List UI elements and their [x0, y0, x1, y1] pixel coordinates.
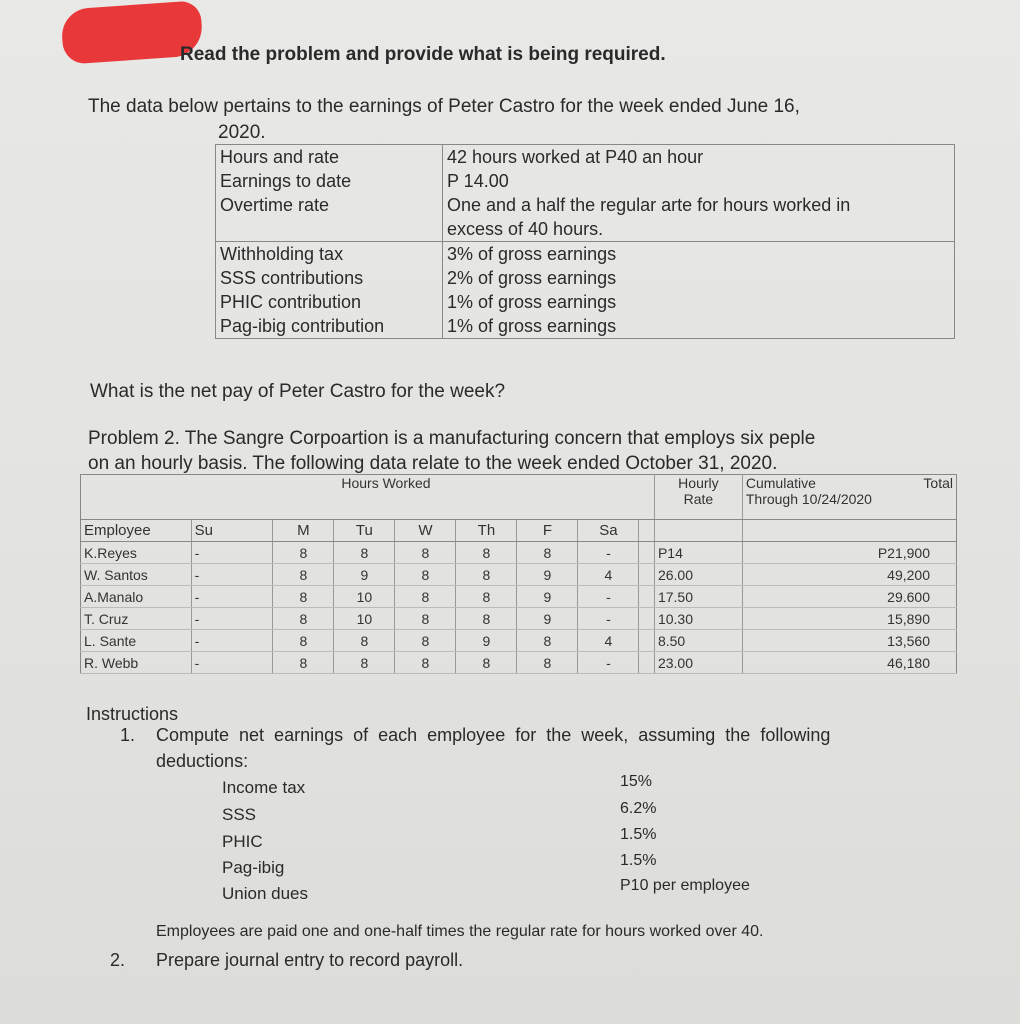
cell-th: 8: [456, 586, 517, 608]
col-rate: [654, 520, 742, 542]
cell-f: 9: [517, 586, 578, 608]
cell-w: 8: [395, 652, 456, 674]
cell-sa: 4: [578, 564, 639, 586]
cell-rate: 10.30: [654, 608, 742, 630]
row-value: 42 hours worked at P40 an hour: [447, 147, 704, 167]
problem1-data-table: [215, 144, 955, 339]
cell-spacer: [639, 586, 655, 608]
deduction-label: Pag-ibig: [222, 858, 285, 877]
cell-w: 8: [395, 564, 456, 586]
problem2-intro-line1: Problem 2. The Sangre Corpoartion is a manufacturing concern that employs six peple: [88, 428, 816, 449]
row-value-line1: One and a half the regular arte for hours worked in: [447, 195, 851, 215]
instruction-2-text: Prepare journal entry to record payroll.: [156, 950, 464, 970]
cell-spacer: [639, 608, 655, 630]
cell-spacer: [639, 630, 655, 652]
table-row: [216, 193, 955, 242]
cell-sa: 4: [578, 630, 639, 652]
problem1-intro-line1: The data below pertains to the earnings of Peter Castro for the week ended June 16,: [88, 96, 800, 117]
deduction-label: Income tax: [222, 778, 306, 797]
cell-tu: 8: [334, 542, 395, 564]
cell-tu: 8: [334, 630, 395, 652]
cell-sa: -: [578, 586, 639, 608]
cell-tu: 8: [334, 652, 395, 674]
cell-tu: 10: [334, 586, 395, 608]
table-row: [216, 290, 955, 314]
cell-tu: 10: [334, 608, 395, 630]
col-spacer: [639, 520, 655, 542]
table-row: [216, 145, 955, 170]
table-column-row: [81, 520, 957, 542]
deduction-label: SSS: [222, 805, 257, 824]
hourly-header-word: Hourly: [678, 475, 719, 491]
cell-w: 8: [395, 586, 456, 608]
cell-spacer: [639, 652, 655, 674]
cell-spacer: [639, 564, 655, 586]
cumulative-header-word: Cumulative: [745, 475, 816, 491]
table-row: [81, 608, 957, 630]
cell-w: 8: [395, 542, 456, 564]
col-su: Su: [191, 520, 273, 542]
cell-m: 8: [273, 630, 334, 652]
deduction-value: 6.2%: [620, 800, 657, 817]
rate-header-word: Rate: [683, 491, 714, 507]
problem1-question: What is the net pay of Peter Castro for the week?: [90, 381, 506, 402]
cell-sa: -: [578, 608, 639, 630]
hourly-rate-header: [654, 475, 742, 520]
cell-su: -: [191, 564, 273, 586]
instruction-1-line2: deductions:: [156, 751, 249, 771]
col-tu: Tu: [334, 520, 395, 542]
cell-th: 8: [456, 564, 517, 586]
row-value: [443, 193, 955, 242]
cell-th: 9: [456, 630, 517, 652]
row-label: Withholding tax: [216, 242, 443, 267]
problem1-intro-line2: 2020.: [218, 122, 266, 143]
overtime-note: Employees are paid one and one-half times the regular rate for hours worked over 40.: [156, 923, 764, 940]
cell-total: 46,180: [742, 652, 956, 674]
cell-rate: 26.00: [654, 564, 742, 586]
cell-m: 8: [273, 652, 334, 674]
cell-total: 29.600: [742, 586, 956, 608]
table-row: [81, 630, 957, 652]
cell-f: 9: [517, 608, 578, 630]
total-header-word: Total: [923, 475, 953, 491]
table-row: [216, 266, 955, 290]
problem2-hours-table: [80, 474, 957, 674]
table-row: [216, 314, 955, 339]
cell-total: P21,900: [742, 542, 956, 564]
cell-m: 8: [273, 564, 334, 586]
table-row: [216, 169, 955, 193]
cell-w: 8: [395, 630, 456, 652]
row-label: SSS contributions: [216, 266, 443, 290]
cell-sa: -: [578, 542, 639, 564]
row-label: Overtime rate: [216, 193, 443, 242]
col-f: F: [517, 520, 578, 542]
table-row: [81, 586, 957, 608]
table-header-row: [81, 475, 957, 520]
cell-su: -: [191, 542, 273, 564]
cell-w: 8: [395, 608, 456, 630]
row-value: 1% of gross earnings: [447, 292, 617, 312]
row-label: Earnings to date: [216, 169, 443, 193]
cell-sa: -: [578, 652, 639, 674]
cell-th: 8: [456, 652, 517, 674]
cell-th: 8: [456, 608, 517, 630]
col-w: W: [395, 520, 456, 542]
table-row: [81, 542, 957, 564]
through-date-header: Through 10/24/2020: [745, 491, 872, 507]
table-row: [81, 564, 957, 586]
cell-su: -: [191, 586, 273, 608]
cell-total: 15,890: [742, 608, 956, 630]
cell-tu: 9: [334, 564, 395, 586]
cell-name: A.Manalo: [81, 586, 192, 608]
row-value: 2% of gross earnings: [447, 268, 617, 288]
deduction-value: P10 per employee: [620, 877, 750, 894]
page-heading: Read the problem and provide what is being required.: [180, 44, 666, 65]
cell-su: -: [191, 652, 273, 674]
cell-name: L. Sante: [81, 630, 192, 652]
cell-su: -: [191, 608, 273, 630]
cell-f: 9: [517, 564, 578, 586]
row-value: 3% of gross earnings: [443, 242, 955, 267]
deduction-value: 15%: [620, 773, 653, 790]
cell-m: 8: [273, 608, 334, 630]
deduction-value: 1.5%: [620, 826, 657, 843]
cell-name: T. Cruz: [81, 608, 192, 630]
deduction-value: 1.5%: [620, 852, 657, 869]
cell-name: W. Santos: [81, 564, 192, 586]
cell-name: K.Reyes: [81, 542, 192, 564]
row-label: Hours and rate: [216, 145, 443, 170]
col-total: [742, 520, 956, 542]
col-m: M: [273, 520, 334, 542]
instruction-2-number: 2.: [110, 950, 126, 970]
hours-worked-header: Hours Worked: [81, 475, 655, 520]
instruction-1-line1: Compute net earnings of each employee for the week, assuming the following: [156, 725, 831, 745]
cumulative-total-header: [742, 475, 956, 520]
row-label: PHIC contribution: [216, 290, 443, 314]
problem2-intro-line2: on an hourly basis. The following data relate to the week ended October 31, 2020.: [88, 453, 778, 474]
col-sa: Sa: [578, 520, 639, 542]
row-value: 1% of gross earnings: [447, 316, 617, 336]
row-value-line2: excess of 40 hours.: [447, 219, 604, 239]
cell-rate: 23.00: [654, 652, 742, 674]
cell-name: R. Webb: [81, 652, 192, 674]
cell-f: 8: [517, 542, 578, 564]
table-row: [216, 242, 955, 267]
deduction-label: Union dues: [222, 884, 309, 903]
col-employee: Employee: [81, 520, 192, 542]
cell-m: 8: [273, 586, 334, 608]
cell-f: 8: [517, 652, 578, 674]
cell-rate: 17.50: [654, 586, 742, 608]
row-label: Pag-ibig contribution: [216, 314, 443, 339]
cell-su: -: [191, 630, 273, 652]
col-th: Th: [456, 520, 517, 542]
cell-spacer: [639, 542, 655, 564]
deduction-label: PHIC: [222, 832, 263, 851]
employee-rows: [81, 542, 957, 674]
row-value: P 14.00: [447, 171, 509, 191]
cell-total: 13,560: [742, 630, 956, 652]
instructions-heading: Instructions: [86, 704, 179, 724]
table-row: [81, 652, 957, 674]
instruction-1-number: 1.: [120, 725, 136, 745]
cell-m: 8: [273, 542, 334, 564]
cell-th: 8: [456, 542, 517, 564]
cell-rate: P14: [654, 542, 742, 564]
cell-f: 8: [517, 630, 578, 652]
cell-rate: 8.50: [654, 630, 742, 652]
cell-total: 49,200: [742, 564, 956, 586]
